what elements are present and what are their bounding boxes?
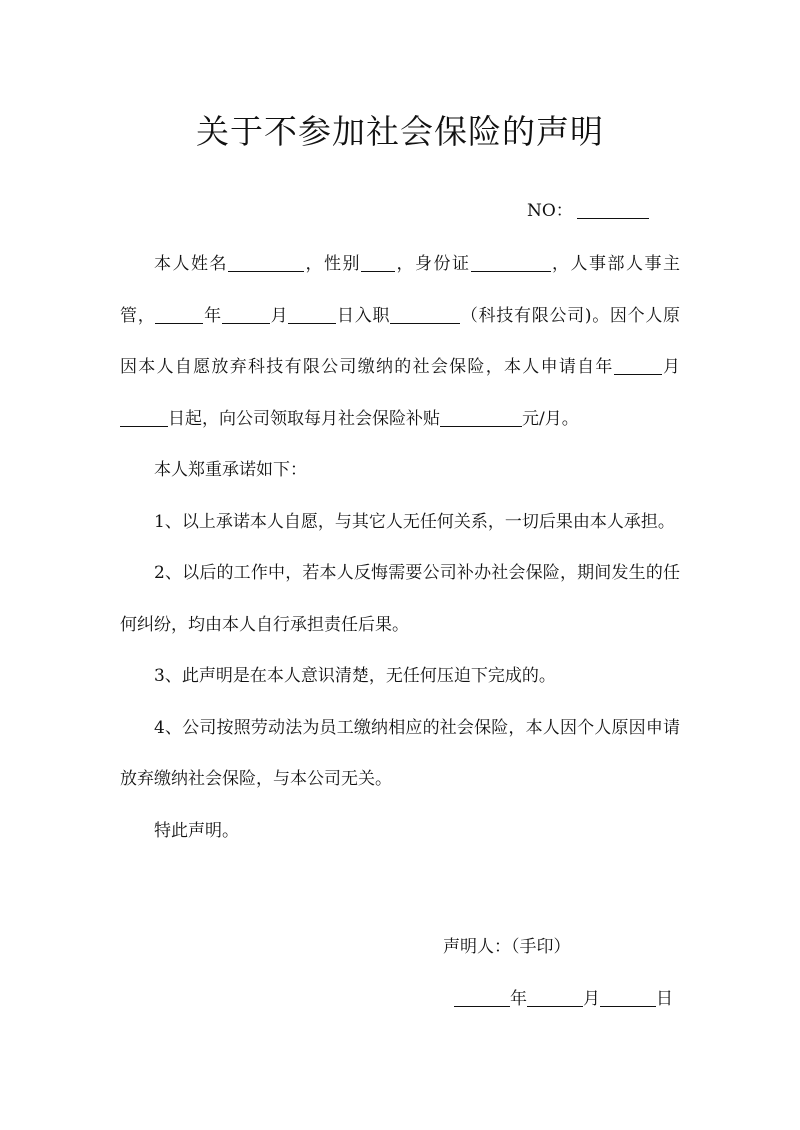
blank-entry-month [222, 306, 270, 324]
text-unit: 元/月。 [522, 408, 579, 429]
document-title: 关于不参加社会保险的声明 [196, 112, 604, 151]
blank-sign-year [454, 989, 510, 1007]
blank-sign-day [600, 989, 656, 1007]
blank-entry-day [288, 306, 336, 324]
document-number [527, 196, 649, 221]
text-id-label: ，身份证 [395, 254, 471, 274]
declaration-paragraph-6: 4、公司按照劳动法为员工缴纳相应的社会保险，本人因个人原因申请放弃缴纳社会保险，与本公司无关。 [120, 717, 680, 789]
declaration-body [120, 239, 680, 857]
declaration-paragraph-4: 2、以后的工作中，若本人反悔需要公司补办社会保险，期间发生的任何纠纷，均由本人自行承担责任后果。 [120, 563, 680, 635]
text-position: ，人事部人事主管， [120, 254, 680, 326]
text-gender-label: ，性别 [304, 254, 361, 274]
blank-name [228, 254, 304, 272]
text-start-month: 月 [661, 357, 681, 377]
declaration-paragraph-3: 1、以上承诺本人自愿，与其它人无任何关系，一切后果由本人承担。 [154, 511, 675, 532]
text-subsidy: 日起，向公司领取每月社会保险补贴 [168, 408, 440, 429]
blank-start-month-year [614, 357, 662, 375]
text-sign-year: 年 [510, 989, 527, 1009]
text-year: 年 [203, 305, 222, 326]
blank-subsidy-amount [440, 409, 522, 427]
blank-start-day [120, 409, 168, 427]
declaration-paragraph-1 [120, 239, 680, 445]
signer-line: 声明人：（手印） [443, 937, 571, 957]
blank-id [471, 254, 551, 272]
date-line [454, 984, 673, 1009]
document-number-blank [577, 201, 649, 219]
declaration-paragraph-7: 特此声明。 [154, 820, 239, 841]
text-sign-day: 日 [656, 989, 673, 1009]
blank-company [390, 306, 460, 324]
blank-entry-year [155, 306, 203, 324]
blank-gender [361, 254, 395, 272]
declaration-paragraph-5: 3、此声明是在本人意识清楚，无任何压迫下完成的。 [154, 666, 556, 686]
text-entry: 日入职 [336, 305, 391, 326]
text-sign-month: 月 [583, 989, 600, 1009]
text-name-label: 本人姓名 [154, 254, 228, 274]
text-reason: （科技有限公司)。因个人原因本人自愿放弃科技有限公司缴纳的社会保险，本人申请自年 [120, 305, 681, 377]
blank-sign-month [527, 989, 583, 1007]
text-month: 月 [269, 305, 289, 326]
document-number-label: NO： [527, 201, 573, 221]
declaration-paragraph-2: 本人郑重承诺如下： [154, 460, 307, 480]
